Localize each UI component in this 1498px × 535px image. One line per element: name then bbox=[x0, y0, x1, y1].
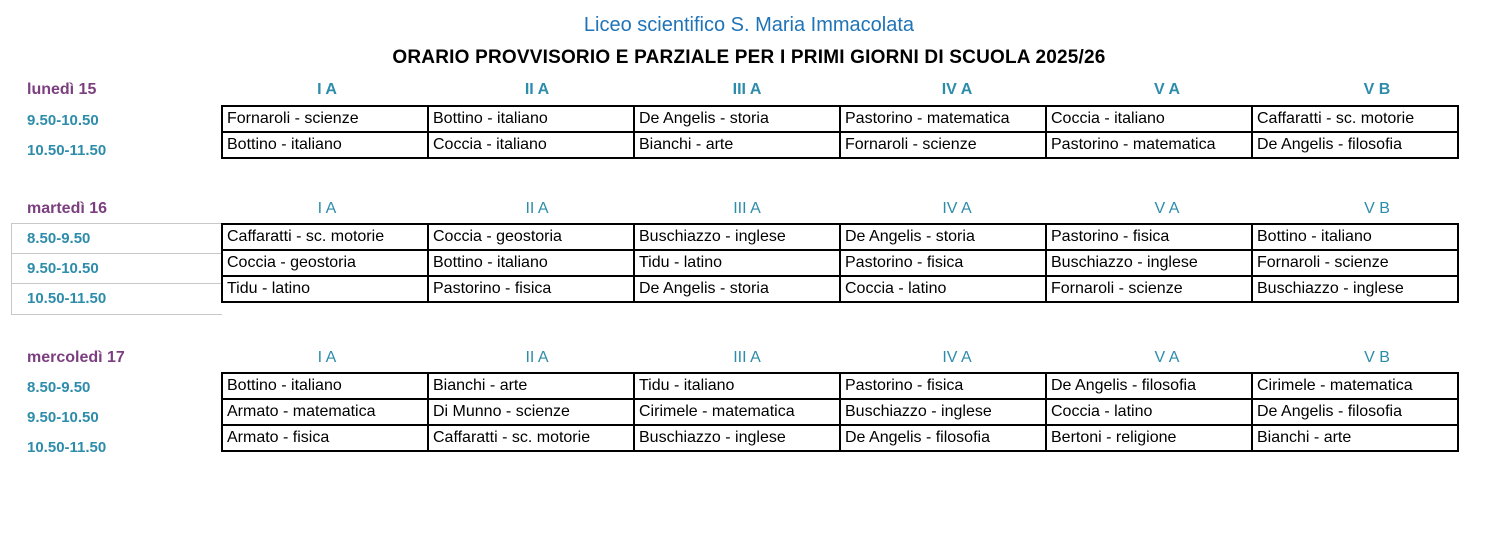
table-cell: Bianchi - arte bbox=[634, 132, 840, 158]
class-header: III A bbox=[732, 81, 762, 98]
day-label: martedì 16 bbox=[27, 200, 108, 217]
table-cell: Buschiazzo - inglese bbox=[1252, 276, 1458, 302]
day-label: mercoledì 17 bbox=[27, 349, 125, 366]
class-header: V B bbox=[1364, 349, 1390, 366]
table-cell: De Angelis - storia bbox=[840, 224, 1046, 250]
table-cell: De Angelis - filosofia bbox=[840, 425, 1046, 451]
table-cell: Pastorino - matematica bbox=[840, 106, 1046, 132]
class-header: I A bbox=[317, 81, 337, 98]
table-row bbox=[222, 132, 1458, 158]
class-header: V B bbox=[1363, 81, 1391, 98]
table-cell: Armato - fisica bbox=[222, 425, 428, 451]
time-slot: 9.50-10.50 bbox=[27, 260, 99, 277]
schedule-table bbox=[221, 223, 1459, 303]
class-header: IV A bbox=[941, 81, 973, 98]
table-cell: Pastorino - fisica bbox=[428, 276, 634, 302]
table-cell: Bianchi - arte bbox=[1252, 425, 1458, 451]
time-slot: 8.50-9.50 bbox=[27, 379, 91, 396]
table-cell: Fornaroli - scienze bbox=[222, 106, 428, 132]
class-header: III A bbox=[733, 200, 761, 217]
table-cell: Caffaratti - sc. motorie bbox=[1252, 106, 1458, 132]
table-cell: Coccia - italiano bbox=[428, 132, 634, 158]
table-cell: Bianchi - arte bbox=[428, 373, 634, 399]
class-header: V A bbox=[1154, 200, 1180, 217]
time-slot: 10.50-11.50 bbox=[27, 142, 107, 159]
table-cell: De Angelis - filosofia bbox=[1252, 399, 1458, 425]
table-cell: De Angelis - storia bbox=[634, 106, 840, 132]
table-cell: Bottino - italiano bbox=[428, 250, 634, 276]
table-cell: Coccia - geostoria bbox=[222, 250, 428, 276]
class-header: IV A bbox=[942, 349, 972, 366]
schedule-table bbox=[221, 372, 1459, 452]
table-row bbox=[222, 106, 1458, 132]
table-cell: Bertoni - religione bbox=[1046, 425, 1252, 451]
table-row bbox=[222, 425, 1458, 451]
class-header: V A bbox=[1153, 81, 1181, 98]
table-cell: Tidu - latino bbox=[634, 250, 840, 276]
class-header: III A bbox=[733, 349, 761, 366]
table-cell: Fornaroli - scienze bbox=[1252, 250, 1458, 276]
time-slot: 8.50-9.50 bbox=[27, 230, 91, 247]
class-header: I A bbox=[317, 200, 337, 217]
table-cell: Coccia - italiano bbox=[1046, 106, 1252, 132]
table-row bbox=[222, 224, 1458, 250]
table-cell: Coccia - latino bbox=[840, 276, 1046, 302]
table-row bbox=[222, 399, 1458, 425]
day-label: lunedì 15 bbox=[27, 81, 97, 98]
table-row bbox=[222, 276, 1458, 302]
table-cell: Fornaroli - scienze bbox=[1046, 276, 1252, 302]
table-cell: Coccia - geostoria bbox=[428, 224, 634, 250]
table-cell: De Angelis - filosofia bbox=[1252, 132, 1458, 158]
schedule-table bbox=[221, 105, 1459, 159]
table-row bbox=[222, 250, 1458, 276]
table-cell: Buschiazzo - inglese bbox=[634, 224, 840, 250]
time-slot: 10.50-11.50 bbox=[27, 290, 107, 307]
class-header: V A bbox=[1154, 349, 1180, 366]
table-cell: Caffaratti - sc. motorie bbox=[428, 425, 634, 451]
school-name: Liceo scientifico S. Maria Immacolata bbox=[583, 14, 915, 36]
time-slot: 9.50-10.50 bbox=[27, 409, 99, 426]
table-row bbox=[222, 373, 1458, 399]
table-cell: De Angelis - filosofia bbox=[1046, 373, 1252, 399]
schedule-title: ORARIO PROVVISORIO E PARZIALE PER I PRIMI GIORNI DI SCUOLA 2025/26 bbox=[392, 47, 1106, 68]
table-cell: Tidu - latino bbox=[222, 276, 428, 302]
class-header: II A bbox=[525, 349, 549, 366]
table-cell: Bottino - italiano bbox=[428, 106, 634, 132]
table-cell: Coccia - latino bbox=[1046, 399, 1252, 425]
table-cell: Bottino - italiano bbox=[222, 373, 428, 399]
table-cell: Caffaratti - sc. motorie bbox=[222, 224, 428, 250]
table-cell: Buschiazzo - inglese bbox=[840, 399, 1046, 425]
table-cell: Bottino - italiano bbox=[1252, 224, 1458, 250]
table-cell: Buschiazzo - inglese bbox=[1046, 250, 1252, 276]
table-cell: Di Munno - scienze bbox=[428, 399, 634, 425]
table-cell: Fornaroli - scienze bbox=[840, 132, 1046, 158]
table-cell: Cirimele - matematica bbox=[634, 399, 840, 425]
table-cell: Tidu - italiano bbox=[634, 373, 840, 399]
table-cell: Pastorino - fisica bbox=[1046, 224, 1252, 250]
class-header: II A bbox=[525, 200, 549, 217]
time-slot: 9.50-10.50 bbox=[27, 112, 99, 129]
time-slot: 10.50-11.50 bbox=[27, 439, 107, 456]
table-cell: Buschiazzo - inglese bbox=[634, 425, 840, 451]
table-cell: Armato - matematica bbox=[222, 399, 428, 425]
table-cell: Bottino - italiano bbox=[222, 132, 428, 158]
table-cell: Pastorino - fisica bbox=[840, 250, 1046, 276]
table-cell: Pastorino - matematica bbox=[1046, 132, 1252, 158]
class-header: II A bbox=[524, 81, 550, 98]
class-header: V B bbox=[1364, 200, 1390, 217]
table-cell: Pastorino - fisica bbox=[840, 373, 1046, 399]
table-cell: De Angelis - storia bbox=[634, 276, 840, 302]
class-header: IV A bbox=[942, 200, 972, 217]
class-header: I A bbox=[317, 349, 337, 366]
table-cell: Cirimele - matematica bbox=[1252, 373, 1458, 399]
